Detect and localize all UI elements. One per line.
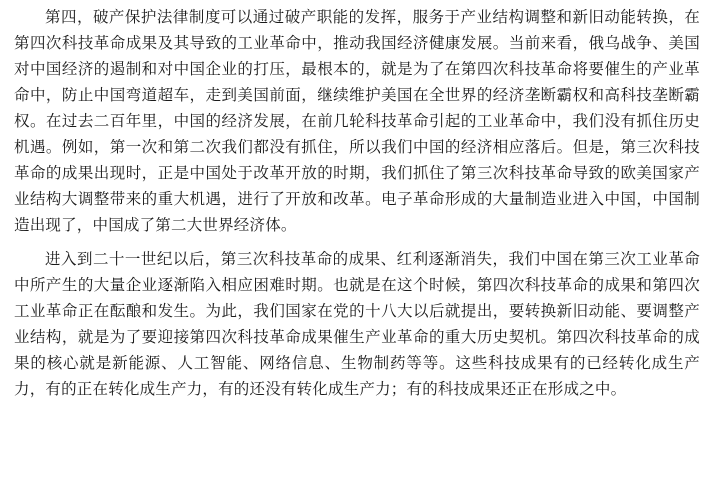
paragraph-1: 第四，破产保护法律制度可以通过破产职能的发挥，服务于产业结构调整和新旧动能转换，在第四次科技革命成果及其导致的工业革命中，推动我国经济健康发展。当前来看，俄乌战争、美国对中国经济的遏制和对中国企业的打压，最根本的，就是为了在第四次科技革命将要催生的产业革命中，防止中国弯道超车，走到美国前面，继续维护美国在全世界的经济垄断霸权和高科技垄断霸权。在过去二百年里，中国的经济发展，在前几轮科技革命引起的工业革命中，我们没有抓住历史机遇。例如，第一次和第二次我们都没有抓住，所以我们中国的经济相应落后。但是，第三次科技革命的成果出现时，正是中国处于改革开放的时期，我们抓住了第三次科技革命导致的欧美国家产业结构大调整带来的重大机遇，进行了开放和改革。电子革命形成的大量制造业进入中国，中国制造出现了，中国成了第二大世界经济体。 <box>14 8 700 234</box>
paragraph-2: 进入到二十一世纪以后，第三次科技革命的成果、红利逐渐消失，我们中国在第三次工业革命中所产生的大量企业逐渐陷入相应困难时期。也就是在这个时候，第四次科技革命的成果和第四次工业革命正在酝酿和发生。为此，我们国家在党的十八大以后就提出，要转换新旧动能、要调整产业结构，就是为了要迎接第四次科技革命成果催生产业革命的重大历史契机。第四次科技革命的成果的核心就是新能源、人工智能、网络信息、生物制药等等。这些科技成果有的已经转化成生产力，有的正在转化成生产力，有的还没有转化成生产力；有的科技成果还正在形成之中。 <box>14 250 700 398</box>
